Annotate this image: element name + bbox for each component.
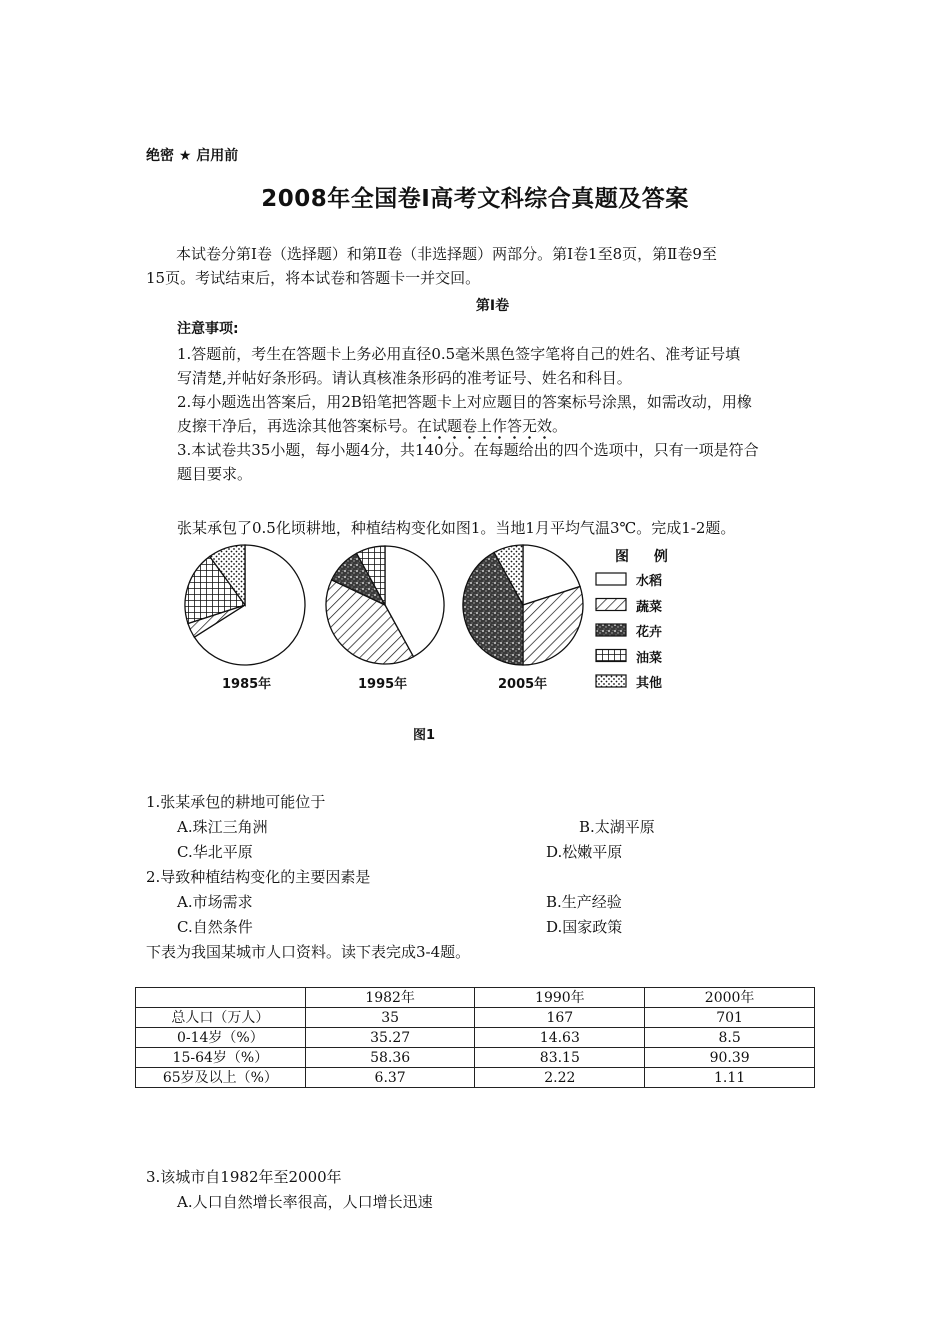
figure-intro: 张某承包了0.5化顷耕地，种植结构变化如图1。当地1月平均气温3℃。完成1-2题。 <box>177 519 736 537</box>
table-header-row <box>136 988 815 1008</box>
intro-line-1: 本试卷分第Ⅰ卷（选择题）和第Ⅱ卷（非选择题）两部分。第Ⅰ卷1至8页，第Ⅱ卷9至 <box>176 245 717 263</box>
table-cell: 83.15 <box>475 1048 645 1068</box>
table-cell: 167 <box>475 1008 645 1028</box>
figure-caption: 图1 <box>413 728 436 743</box>
table-cell: 6.37 <box>305 1068 475 1088</box>
intro-paragraph <box>146 242 810 290</box>
notice-item-2-end: 。 <box>552 417 568 435</box>
population-table <box>135 987 815 1088</box>
legend-label-其他: 其他 <box>636 676 663 691</box>
pie-year-label-0: 1985年 <box>222 677 272 692</box>
question-2-option-a: A.市场需求 <box>177 893 253 911</box>
table-cell: 0-14岁（%） <box>136 1028 306 1048</box>
table-cell: 35 <box>305 1008 475 1028</box>
notice-item-3-line-2: 题目要求。 <box>177 465 253 483</box>
table-row <box>136 1068 815 1088</box>
notice-item-3-line-1: 3.本试卷共35小题，每小题4分，共140分。在每题给出的四个选项中，只有一项是符合 <box>177 441 759 459</box>
question-1-option-c: C.华北平原 <box>177 843 253 861</box>
table-row <box>136 1008 815 1028</box>
page-title: 2008年全国卷Ⅰ高考文科综合真题及答案 <box>261 186 689 212</box>
legend-label-花卉: 花卉 <box>636 625 663 640</box>
legend-swatch-花卉 <box>596 624 626 636</box>
legend-title: 图 例 <box>615 549 678 565</box>
table-cell: 总人口（万人） <box>136 1008 306 1028</box>
legend-label-油菜: 油菜 <box>636 650 663 666</box>
table-cell: 65岁及以上（%） <box>136 1068 306 1088</box>
question-2-option-d: D.国家政策 <box>546 918 623 936</box>
table-row <box>136 1048 815 1068</box>
table-cell: 35.27 <box>305 1028 475 1048</box>
table-header-cell: 1990年 <box>475 988 645 1008</box>
question-2-option-c: C.自然条件 <box>177 918 253 936</box>
legend-swatch-其他 <box>596 675 626 687</box>
question-1-option-b: B.太湖平原 <box>579 818 655 836</box>
notice-list <box>177 342 810 486</box>
table-cell: 8.5 <box>645 1028 815 1048</box>
legend-label-水稻: 水稻 <box>636 574 663 589</box>
question-3-stem: 3.该城市自1982年至2000年 <box>146 1168 342 1186</box>
question-1-stem: 1.张某承包的耕地可能位于 <box>146 793 326 811</box>
legend-swatch-油菜 <box>596 650 626 662</box>
table-intro: 下表为我国某城市人口资料。读下表完成3-4题。 <box>146 943 471 961</box>
table-cell: 2.22 <box>475 1068 645 1088</box>
star-icon: ★ <box>178 148 192 164</box>
emphasis-text: 在试题卷上作答无效 <box>417 417 552 440</box>
table-cell: 701 <box>645 1008 815 1028</box>
question-2-option-b: B.生产经验 <box>546 893 622 911</box>
volume-title: 第Ⅰ卷 <box>475 298 510 314</box>
notice-item-2-line-2 <box>177 414 810 438</box>
question-3-option-a: A.人口自然增长率很高，人口增长迅速 <box>177 1193 433 1211</box>
confidential-header <box>146 146 238 166</box>
pie-year-label-2: 2005年 <box>498 677 548 692</box>
table-header-cell <box>136 988 306 1008</box>
table-header-cell: 2000年 <box>645 988 815 1008</box>
secret-label: 绝密 <box>146 148 174 164</box>
notice-heading: 注意事项: <box>177 321 239 337</box>
notice-item-2-line-1: 2.每小题选出答案后，用2B铅笔把答题卡上对应题目的答案标号涂黑，如需改动，用橡 <box>177 393 752 411</box>
intro-line-2: 15页。考试结束后，将本试卷和答题卡一并交回。 <box>146 269 481 287</box>
legend-swatch-蔬菜 <box>596 599 626 611</box>
legend-swatch-水稻 <box>596 573 626 585</box>
table-header-cell: 1982年 <box>305 988 475 1008</box>
question-2-stem: 2.导致种植结构变化的主要因素是 <box>146 868 371 886</box>
notice-item-1-line-2: 写清楚,并帖好条形码。请认真核准条形码的准考证号、姓名和科目。 <box>177 369 632 387</box>
table-row <box>136 1028 815 1048</box>
question-1-option-a: A.珠江三角洲 <box>177 818 268 836</box>
table-cell: 90.39 <box>645 1048 815 1068</box>
table-cell: 14.63 <box>475 1028 645 1048</box>
question-1-option-d: D.松嫩平原 <box>546 843 623 861</box>
table-cell: 1.11 <box>645 1068 815 1088</box>
table-cell: 58.36 <box>305 1048 475 1068</box>
pie-year-label-1: 1995年 <box>358 677 408 692</box>
notice-item-2-text: 皮擦干净后，再选涂其他答案标号。 <box>177 417 418 435</box>
status-label: 启用前 <box>196 148 239 164</box>
legend-label-蔬菜: 蔬菜 <box>636 599 663 615</box>
table-cell: 15-64岁（%） <box>136 1048 306 1068</box>
notice-item-1-line-1: 1.答题前，考生在答题卡上务必用直径0.5毫米黑色签字笔将自己的姓名、准考证号填 <box>177 345 741 363</box>
